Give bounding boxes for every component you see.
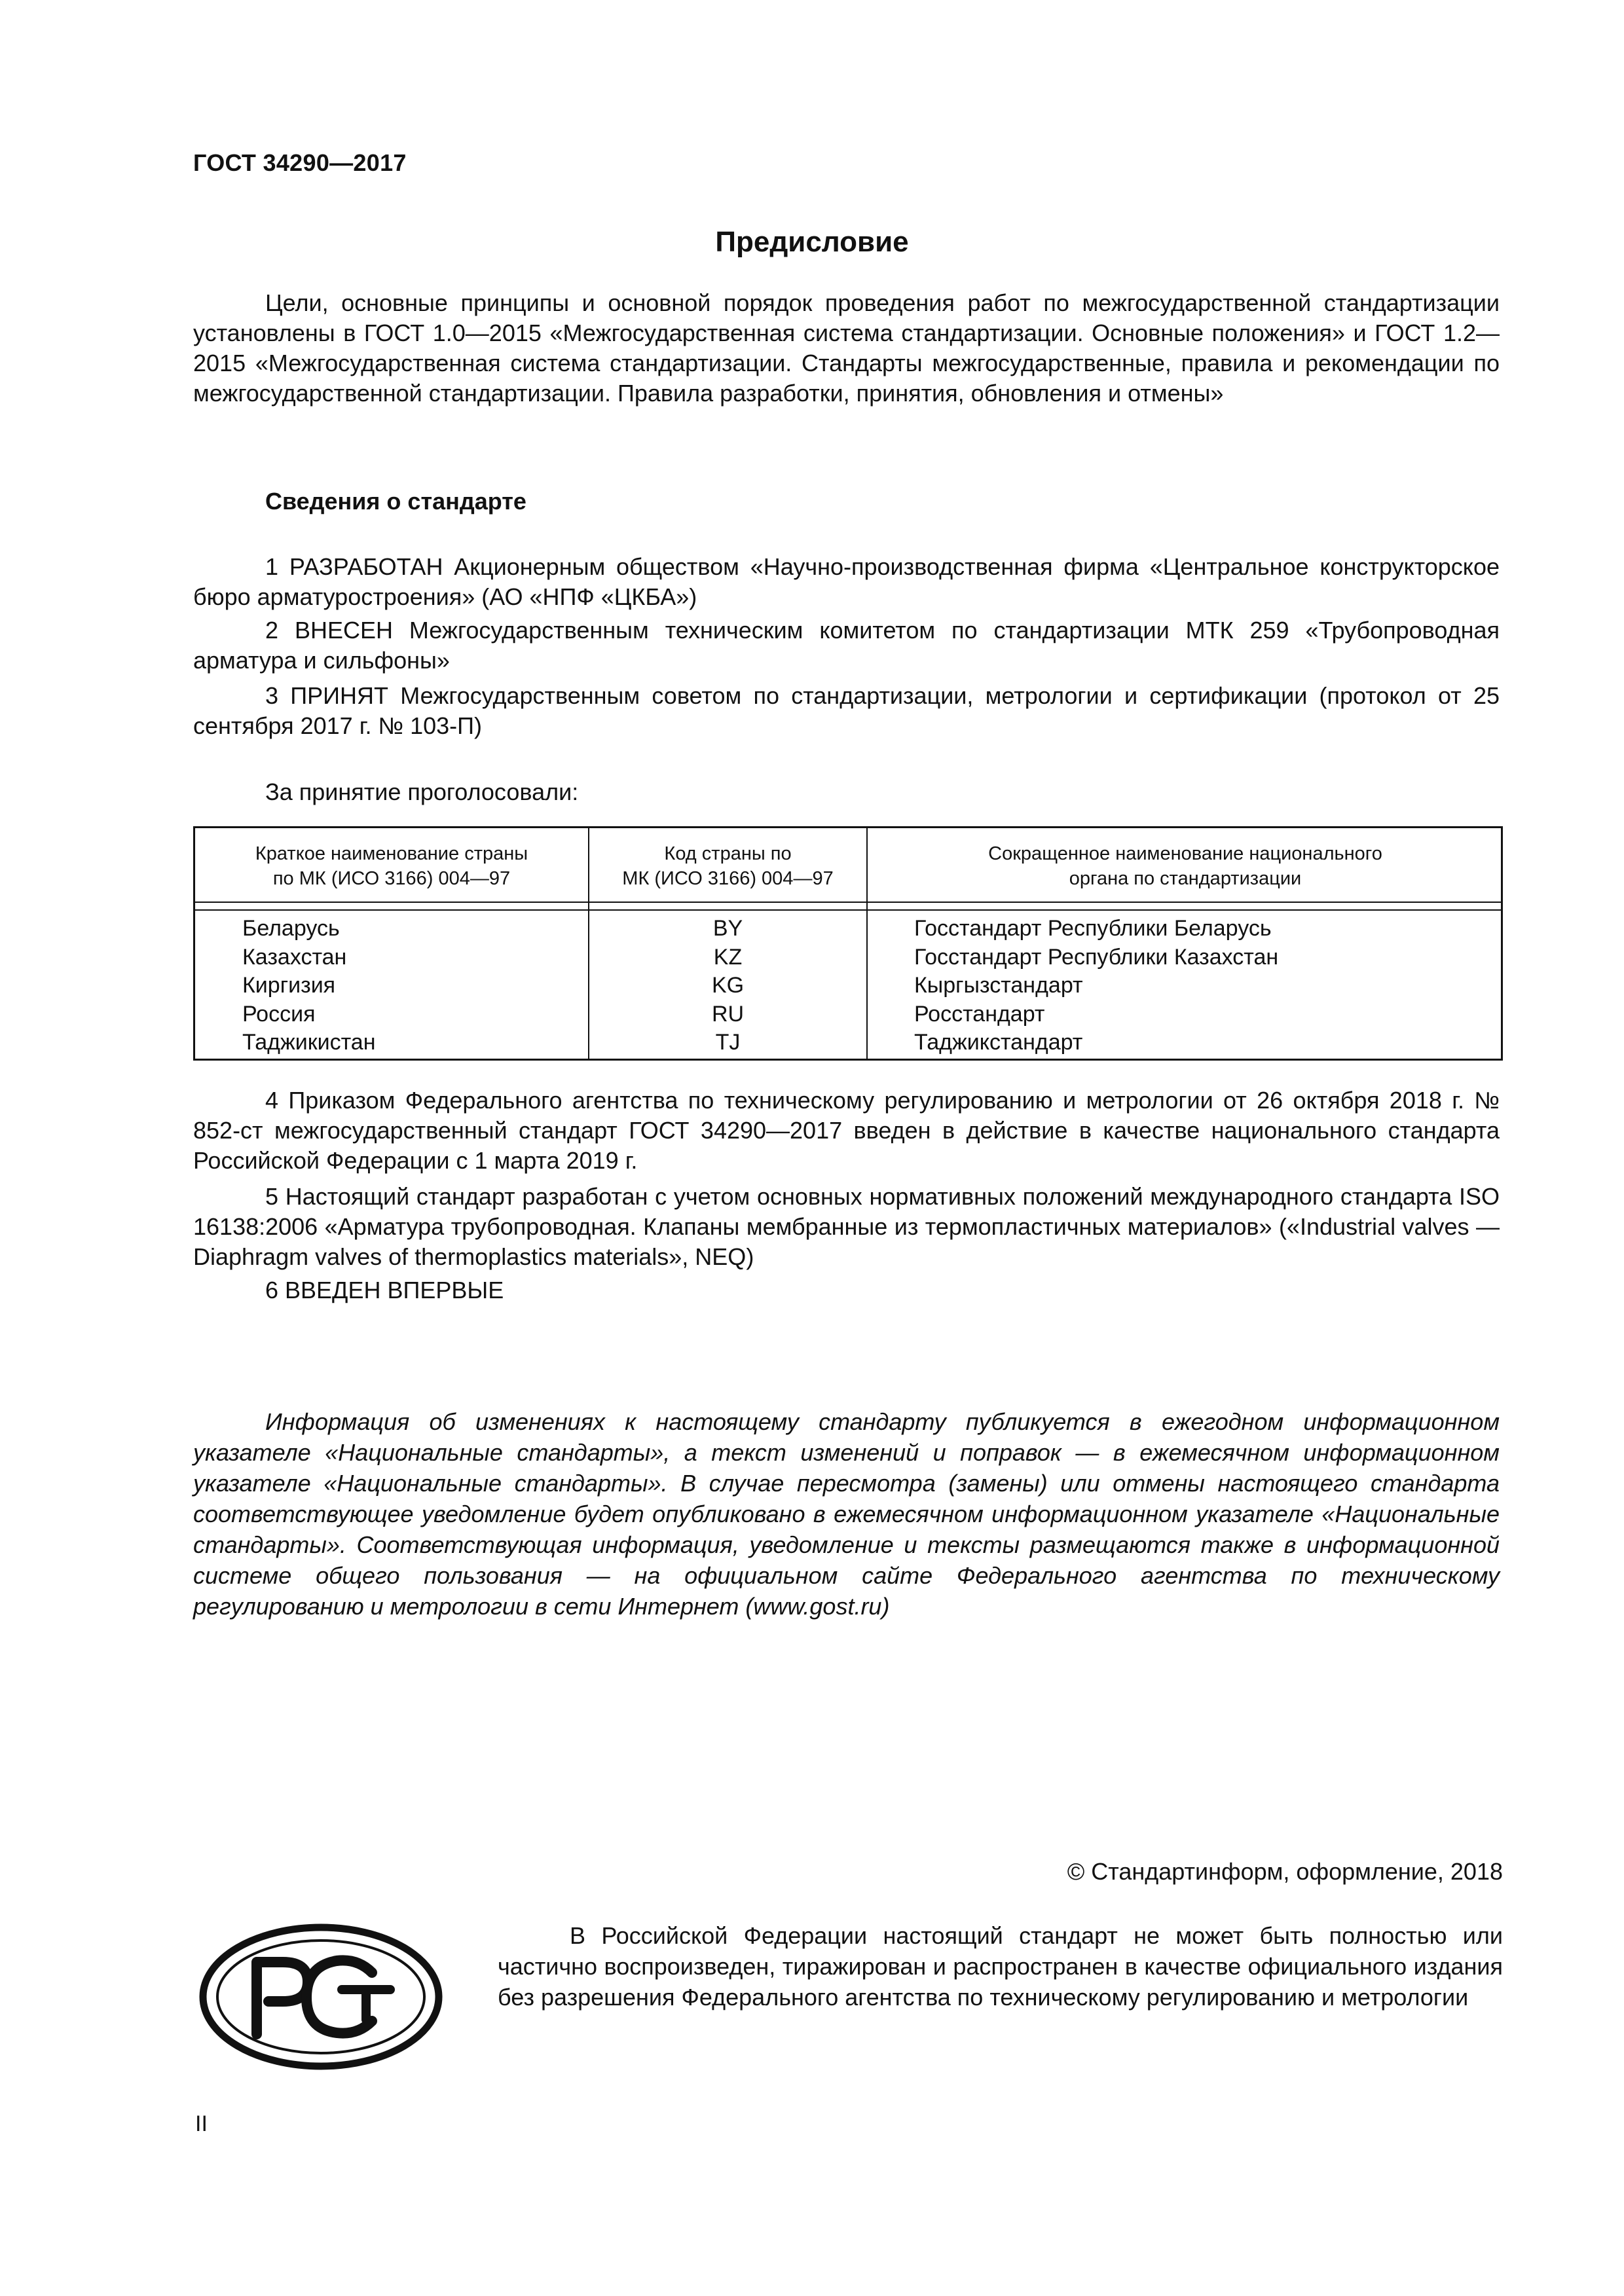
reproduction-notice: В Российской Федерации настоящий стандарт не может быть полностью или частично воспроизведен, тиражирован и распространен в качестве официального издания без разрешения Федерального агентства по техническому регулированию и метрологии xyxy=(498,1922,1503,2011)
item-basis: 5 Настоящий стандарт разработан с учетом основных нормативных положений международного стандарта ISO 16138:2006 «Арматура трубопроводная. Клапаны мембранные из термопластичных материалов» («Industrial valves — Diaphragm valves of thermoplastics materials», NEQ) xyxy=(193,1183,1500,1270)
table-column-body xyxy=(914,915,1278,1057)
table-header-code: Код страны по МК (ИСО 3166) 004—97 xyxy=(622,843,834,889)
table-cell: Кыргызстандарт xyxy=(914,973,1083,998)
table-cell: Таджикистан xyxy=(242,1030,376,1055)
table-header-country: Краткое наименование страны по МК (ИСО 3166) 004—97 xyxy=(255,843,528,889)
page-number: II xyxy=(195,2111,208,2136)
table-column-code xyxy=(589,915,866,1057)
copyright: © Стандартинформ, оформление, 2018 xyxy=(1067,1858,1503,1885)
info-heading: Сведения о стандарте xyxy=(265,488,526,515)
table-cell: KG xyxy=(711,973,745,998)
table-cell: Росстандарт xyxy=(914,1001,1045,1027)
votes-table xyxy=(193,826,1503,1061)
table-column-country xyxy=(242,915,375,1057)
rst-certification-mark-icon xyxy=(196,1922,445,2072)
document-code: ГОСТ 34290—2017 xyxy=(193,149,407,176)
table-cell: Беларусь xyxy=(242,916,340,941)
table-cell: RU xyxy=(711,1001,745,1027)
item-first-introduced: 6 ВВЕДЕН ВПЕРВЫЕ xyxy=(265,1277,504,1303)
table-cell: BY xyxy=(712,916,743,941)
page-title: Предисловие xyxy=(715,226,909,258)
table-cell: Госстандарт Республики Беларусь xyxy=(914,916,1272,941)
table-cell: KZ xyxy=(713,944,743,970)
table-cell: TJ xyxy=(715,1030,741,1055)
item-adopted: 3 ПРИНЯТ Межгосударственным советом по стандартизации, метрологии и сертификации (протокол от 25 сентября 2017 г. № 103-П) xyxy=(193,682,1500,739)
item-developed: 1 РАЗРАБОТАН Акционерным обществом «Научно-производственная фирма «Центральное конструкторское бюро арматуростроения» (АО «НПФ «ЦКБА») xyxy=(193,553,1500,610)
item-enacted: 4 Приказом Федерального агентства по техническому регулированию и метрологии от 26 октября 2018 г. № 852-ст межгосударственный стандарт ГОСТ 34290—2017 введен в действие в качестве национального стандарта Российской Федерации с 1 марта 2019 г. xyxy=(193,1087,1500,1174)
table-cell: Казахстан xyxy=(242,944,347,970)
changes-info: Информация об изменениях к настоящему стандарту публикуется в ежегодном информационном указателе «Национальные стандарты», а текст изменений и поправок — в ежемесячном информационном указателе «Национальные стандарты». В случае пересмотра (замены) или отмены настоящего стандарта соответствующее уведомление будет опубликовано в ежемесячном информационном указателе «Национальные стандарты». Соответствующая информация, уведомление и тексты размещаются также в информационной системе общего пользования — на официальном сайте Федерального агентства по техническому регулированию и метрологии в сети Интернет (www.gost.ru) xyxy=(193,1408,1500,1620)
table-cell: Киргизия xyxy=(242,973,336,998)
table-header-body: Сокращенное наименование национального органа по стандартизации xyxy=(988,843,1382,889)
item-submitted: 2 ВНЕСЕН Межгосударственным техническим комитетом по стандартизации МТК 259 «Трубопроводная арматура и сильфоны» xyxy=(193,617,1500,674)
table-cell: Госстандарт Республики Казахстан xyxy=(914,944,1279,970)
vote-label: За принятие проголосовали: xyxy=(265,778,579,805)
intro-paragraph: Цели, основные принципы и основной порядок проведения работ по межгосударственной стандартизации установлены в ГОСТ 1.0—2015 «Межгосударственная система стандартизации. Основные положения» и ГОСТ 1.2—2015 «Межгосударственная система стандартизации. Стандарты межгосударственные, правила и рекомендации по межгосударственной стандартизации. Правила разработки, принятия, обновления и отмены» xyxy=(193,289,1500,407)
table-cell: Таджикстандарт xyxy=(914,1030,1083,1055)
table-cell: Россия xyxy=(242,1001,316,1027)
